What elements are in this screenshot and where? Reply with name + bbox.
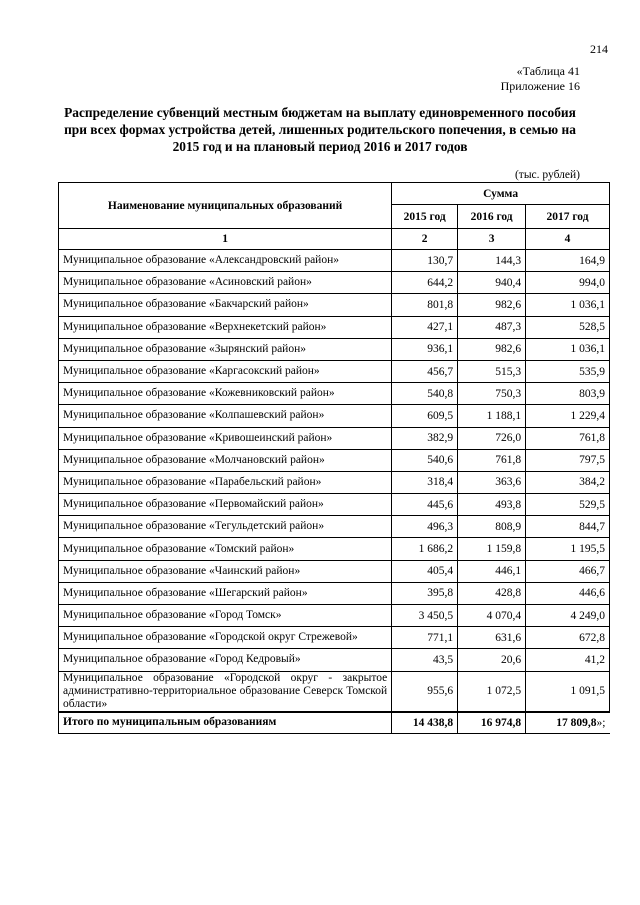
value-2015: 644,2 — [392, 272, 458, 294]
value-2016: 20,6 — [458, 649, 526, 671]
municipality-name: Муниципальное образование «Городской округ Стрежевой» — [59, 627, 392, 649]
value-2015: 609,5 — [392, 405, 458, 427]
value-2015: 496,3 — [392, 516, 458, 538]
table-number: «Таблица 41 — [516, 64, 580, 78]
total-2017: 17 809,8 — [556, 716, 597, 729]
table-row — [59, 449, 610, 471]
municipality-name: Муниципальное образование «Чаинский район» — [59, 560, 392, 582]
value-2015: 395,8 — [392, 582, 458, 604]
municipality-name: Муниципальное образование «Первомайский район» — [59, 494, 392, 516]
column-number: 3 — [458, 229, 526, 250]
value-2017: 446,6 — [526, 582, 610, 604]
column-number: 4 — [526, 229, 610, 250]
value-2015: 456,7 — [392, 360, 458, 382]
appendix-number: Приложение 16 — [500, 79, 580, 93]
value-2015: 801,8 — [392, 294, 458, 316]
value-2017: 994,0 — [526, 272, 610, 294]
value-2017: 844,7 — [526, 516, 610, 538]
header-name: Наименование муниципальных образований — [59, 183, 392, 229]
table-row — [59, 405, 610, 427]
value-2015: 427,1 — [392, 316, 458, 338]
total-2016: 16 974,8 — [458, 712, 526, 734]
page-number: 214 — [590, 42, 608, 56]
document-title: Распределение субвенций местным бюджетам на выплату единовременного пособия при всех формах устройства детей, лишенных родительского попечения, в семью на 2015 год и на плановый период 2016 и 2017 годов — [64, 105, 576, 154]
municipality-name: Муниципальное образование «Каргасокский район» — [59, 360, 392, 382]
value-2017: 4 249,0 — [526, 605, 610, 627]
table-row — [59, 471, 610, 493]
header-sum: Сумма — [392, 183, 610, 205]
total-row — [59, 712, 610, 734]
table-row — [59, 560, 610, 582]
municipality-name: Муниципальное образование «Бакчарский район» — [59, 294, 392, 316]
value-2015: 318,4 — [392, 471, 458, 493]
value-2016: 1 159,8 — [458, 538, 526, 560]
value-2015: 43,5 — [392, 649, 458, 671]
municipality-name: Муниципальное образование «Молчановский район» — [59, 449, 392, 471]
table-row — [59, 649, 610, 671]
municipality-name: Муниципальное образование «Тегульдетский район» — [59, 516, 392, 538]
value-2015: 382,9 — [392, 427, 458, 449]
value-2017: 672,8 — [526, 627, 610, 649]
value-2015: 955,6 — [392, 671, 458, 712]
value-2016: 631,6 — [458, 627, 526, 649]
municipality-name: Муниципальное образование «Кожевниковский район» — [59, 383, 392, 405]
table-row — [59, 605, 610, 627]
municipality-name: Муниципальное образование «Колпашевский район» — [59, 405, 392, 427]
value-2017: 384,2 — [526, 471, 610, 493]
value-2015: 405,4 — [392, 560, 458, 582]
table-row — [59, 316, 610, 338]
value-2017: 761,8 — [526, 427, 610, 449]
municipality-name: Муниципальное образование «Кривошеинский район» — [59, 427, 392, 449]
table-row — [59, 338, 610, 360]
value-2016: 726,0 — [458, 427, 526, 449]
table-reference — [501, 64, 580, 94]
municipality-name: Муниципальное образование «Александровский район» — [59, 250, 392, 272]
value-2017: 803,9 — [526, 383, 610, 405]
table-row — [59, 516, 610, 538]
municipality-name: Муниципальное образование «Верхнекетский район» — [59, 316, 392, 338]
value-2017: 1 036,1 — [526, 338, 610, 360]
municipality-name: Муниципальное образование «Городской округ - закрытое административно-территориальное образование Северск Томской области» — [59, 671, 392, 712]
closing-quote: »; — [596, 716, 606, 729]
value-2016: 446,1 — [458, 560, 526, 582]
municipality-name: Муниципальное образование «Шегарский район» — [59, 582, 392, 604]
header-2017: 2017 год — [526, 205, 610, 229]
value-2015: 1 686,2 — [392, 538, 458, 560]
value-2015: 130,7 — [392, 250, 458, 272]
value-2016: 515,3 — [458, 360, 526, 382]
table-row — [59, 360, 610, 382]
value-2017: 1 091,5 — [526, 671, 610, 712]
value-2016: 363,6 — [458, 471, 526, 493]
value-2016: 761,8 — [458, 449, 526, 471]
value-2016: 808,9 — [458, 516, 526, 538]
value-2017: 1 195,5 — [526, 538, 610, 560]
value-2015: 445,6 — [392, 494, 458, 516]
value-2017: 1 036,1 — [526, 294, 610, 316]
value-2017: 164,9 — [526, 250, 610, 272]
table-row — [59, 250, 610, 272]
subvention-table — [58, 182, 610, 734]
value-2017: 797,5 — [526, 449, 610, 471]
units-label: (тыс. рублей) — [514, 169, 580, 181]
municipality-name: Муниципальное образование «Город Томск» — [59, 605, 392, 627]
column-number: 1 — [59, 229, 392, 250]
value-2016: 750,3 — [458, 383, 526, 405]
column-number: 2 — [392, 229, 458, 250]
total-2015: 14 438,8 — [392, 712, 458, 734]
value-2015: 936,1 — [392, 338, 458, 360]
value-2015: 540,6 — [392, 449, 458, 471]
value-2017: 529,5 — [526, 494, 610, 516]
value-2016: 4 070,4 — [458, 605, 526, 627]
value-2016: 982,6 — [458, 294, 526, 316]
value-2016: 428,8 — [458, 582, 526, 604]
total-2017-cell — [526, 712, 610, 734]
table-row — [59, 383, 610, 405]
value-2017: 535,9 — [526, 360, 610, 382]
table-row — [59, 494, 610, 516]
table-row — [59, 427, 610, 449]
municipality-name: Муниципальное образование «Асиновский район» — [59, 272, 392, 294]
header-2016: 2016 год — [458, 205, 526, 229]
municipality-name: Муниципальное образование «Город Кедровый» — [59, 649, 392, 671]
value-2016: 493,8 — [458, 494, 526, 516]
value-2016: 1 188,1 — [458, 405, 526, 427]
value-2015: 540,8 — [392, 383, 458, 405]
table-row — [59, 538, 610, 560]
value-2016: 982,6 — [458, 338, 526, 360]
table-row — [59, 627, 610, 649]
header-2015: 2015 год — [392, 205, 458, 229]
table-row — [59, 671, 610, 712]
value-2016: 144,3 — [458, 250, 526, 272]
table-row — [59, 272, 610, 294]
value-2017: 1 229,4 — [526, 405, 610, 427]
table-row — [59, 294, 610, 316]
value-2016: 940,4 — [458, 272, 526, 294]
municipality-name: Муниципальное образование «Парабельский район» — [59, 471, 392, 493]
municipality-name: Муниципальное образование «Зырянский район» — [59, 338, 392, 360]
value-2015: 3 450,5 — [392, 605, 458, 627]
value-2016: 1 072,5 — [458, 671, 526, 712]
value-2017: 41,2 — [526, 649, 610, 671]
value-2016: 487,3 — [458, 316, 526, 338]
value-2017: 528,5 — [526, 316, 610, 338]
municipality-name: Муниципальное образование «Томский район» — [59, 538, 392, 560]
table-row — [59, 582, 610, 604]
total-label: Итого по муниципальным образованиям — [59, 712, 392, 734]
value-2017: 466,7 — [526, 560, 610, 582]
value-2015: 771,1 — [392, 627, 458, 649]
